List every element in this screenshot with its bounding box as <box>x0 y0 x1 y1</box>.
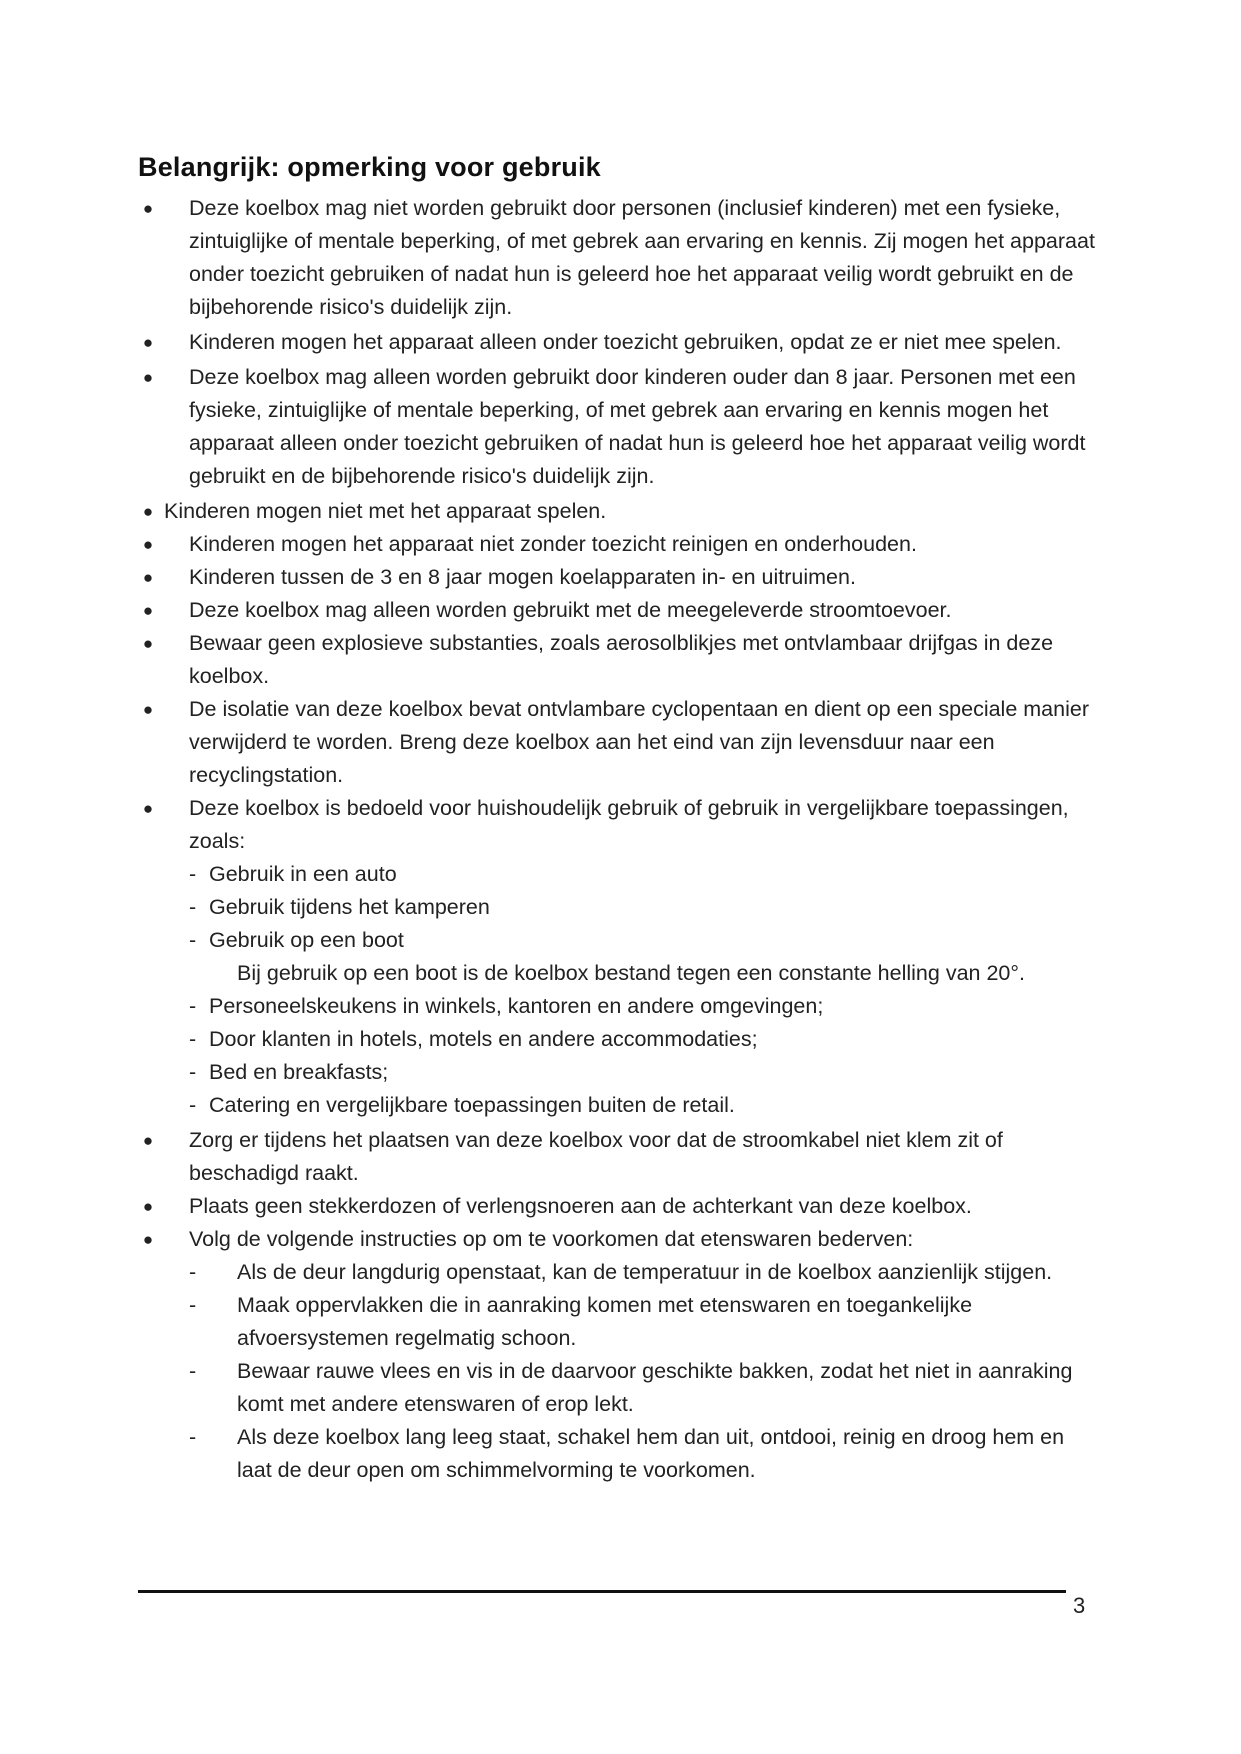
food-item <box>138 1289 1098 1355</box>
bullet-text: Plaats geen stekkerdozen of verlengsnoeren aan de achterkant van deze koelbox. <box>189 1194 972 1218</box>
dash-icon: - <box>189 928 197 952</box>
bullet-text: Zorg er tijdens het plaatsen van deze koelbox voor dat de stroomkabel niet klem zit of beschadigd raakt. <box>189 1128 1003 1185</box>
usage-text: Personeelskeukens in winkels, kantoren en andere omgevingen; <box>209 994 824 1018</box>
footer-divider <box>138 1590 1066 1593</box>
bullet-text: Deze koelbox is bedoeld voor huishoudelijk gebruik of gebruik in vergelijkbare toepassingen, zoals: <box>189 796 1069 853</box>
bullet-icon: ● <box>142 799 154 818</box>
bullet-item <box>138 693 1098 792</box>
dash-icon: - <box>189 1060 197 1084</box>
section-heading: Belangrijk: opmerking voor gebruik <box>138 152 601 182</box>
bullet-text: Kinderen mogen niet met het apparaat spelen. <box>164 499 607 523</box>
bullet-text: Bewaar geen explosieve substanties, zoals aerosolblikjes met ontvlambaar drijfgas in deze koelbox. <box>189 631 1054 688</box>
bullet-text: Deze koelbox mag alleen worden gebruikt met de meegeleverde stroomtoevoer. <box>189 598 952 622</box>
bullet-item <box>138 528 1098 561</box>
bullet-icon: ● <box>142 601 154 620</box>
bullet-icon: ● <box>142 700 154 719</box>
dash-icon: - <box>189 1260 197 1284</box>
bullet-icon: ● <box>142 333 154 352</box>
bullet-icon: ● <box>142 1197 154 1216</box>
bullet-text: De isolatie van deze koelbox bevat ontvlambare cyclopentaan en dient op een speciale manier verwijderd te worden. Breng deze koelbox aan het eind van zijn levensduur naar een recyclingstation. <box>189 697 1089 787</box>
dash-icon: - <box>189 1425 197 1449</box>
food-item <box>138 1256 1098 1289</box>
usage-item <box>138 924 1098 957</box>
usage-text: Catering en vergelijkbare toepassingen buiten de retail. <box>209 1093 735 1117</box>
usage-text: Gebruik tijdens het kamperen <box>209 895 490 919</box>
bullet-icon: ● <box>142 568 154 587</box>
usage-text: Gebruik in een auto <box>209 862 397 886</box>
usage-text: Door klanten in hotels, motels en andere accommodaties; <box>209 1027 758 1051</box>
bullet-item <box>138 1124 1098 1190</box>
bullet-icon: ● <box>142 368 154 387</box>
food-text: Bewaar rauwe vlees en vis in de daarvoor geschikte bakken, zodat het niet in aanraking komt met andere etenswaren of erop lekt. <box>237 1359 1073 1416</box>
bullet-item <box>138 326 1098 359</box>
bullet-text: Volg de volgende instructies op om te voorkomen dat etenswaren bederven: <box>189 1227 914 1251</box>
boat-note: Bij gebruik op een boot is de koelbox bestand tegen een constante helling van 20°. <box>237 961 1025 985</box>
bullet-item <box>138 594 1098 627</box>
bullet-item <box>138 192 1098 324</box>
dash-icon: - <box>189 1093 197 1117</box>
usage-text: Bed en breakfasts; <box>209 1060 389 1084</box>
dash-icon: - <box>189 895 197 919</box>
bullet-item <box>138 792 1098 858</box>
bullet-item <box>138 361 1098 493</box>
food-item <box>138 1355 1098 1421</box>
page-number: 3 <box>1073 1593 1086 1618</box>
usage-item <box>138 891 1098 924</box>
usage-item <box>138 858 1098 891</box>
bullet-icon: ● <box>142 535 154 554</box>
dash-icon: - <box>189 1359 197 1383</box>
dash-icon: - <box>189 1027 197 1051</box>
bullet-text: Deze koelbox mag alleen worden gebruikt door kinderen ouder dan 8 jaar. Personen met een fysieke, zintuiglijke of mentale beperking, of met gebrek aan ervaring en kennis mogen het apparaat alleen onder toezicht gebruiken of nadat hun is geleerd hoe het apparaat veilig wordt gebruikt en de bijbehorende risico's duidelijk zijn. <box>189 365 1086 488</box>
usage-item <box>138 1023 1098 1056</box>
bullet-icon: ● <box>142 634 154 653</box>
safety-notes-list <box>138 192 1098 1487</box>
usage-item <box>138 990 1098 1023</box>
dash-icon: - <box>189 1293 197 1317</box>
bullet-item <box>138 561 1098 594</box>
bullet-icon: ● <box>142 502 154 521</box>
bullet-text: Kinderen tussen de 3 en 8 jaar mogen koelapparaten in- en uitruimen. <box>189 565 856 589</box>
bullet-icon: ● <box>142 1131 154 1150</box>
food-text: Maak oppervlakken die in aanraking komen met etenswaren en toegankelijke afvoersystemen regelmatig schoon. <box>237 1293 973 1350</box>
dash-icon: - <box>189 994 197 1018</box>
usage-item <box>138 1056 1098 1089</box>
food-text: Als deze koelbox lang leeg staat, schakel hem dan uit, ontdooi, reinig en droog hem en laat de deur open om schimmelvorming te voorkomen. <box>237 1425 1065 1482</box>
bullet-text: Deze koelbox mag niet worden gebruikt door personen (inclusief kinderen) met een fysieke, zintuiglijke of mentale beperking, of met gebrek aan ervaring en kennis. Zij mogen het apparaat onder toezicht gebruiken of nadat hun is geleerd hoe het apparaat veilig wordt gebruikt en de bijbehorende risico's duidelijk zijn. <box>189 196 1095 319</box>
bullet-item <box>138 1190 1098 1223</box>
bullet-item <box>138 495 1098 528</box>
dash-icon: - <box>189 862 197 886</box>
bullet-item <box>138 1223 1098 1256</box>
food-text: Als de deur langdurig openstaat, kan de temperatuur in de koelbox aanzienlijk stijgen. <box>237 1260 1053 1284</box>
usage-item <box>138 1089 1098 1122</box>
bullet-item <box>138 627 1098 693</box>
bullet-text: Kinderen mogen het apparaat alleen onder toezicht gebruiken, opdat ze er niet mee spelen. <box>189 330 1062 354</box>
bullet-icon: ● <box>142 199 154 218</box>
food-item <box>138 1421 1098 1487</box>
bullet-text: Kinderen mogen het apparaat niet zonder toezicht reinigen en onderhouden. <box>189 532 917 556</box>
usage-text: Gebruik op een boot <box>209 928 404 952</box>
bullet-icon: ● <box>142 1230 154 1249</box>
